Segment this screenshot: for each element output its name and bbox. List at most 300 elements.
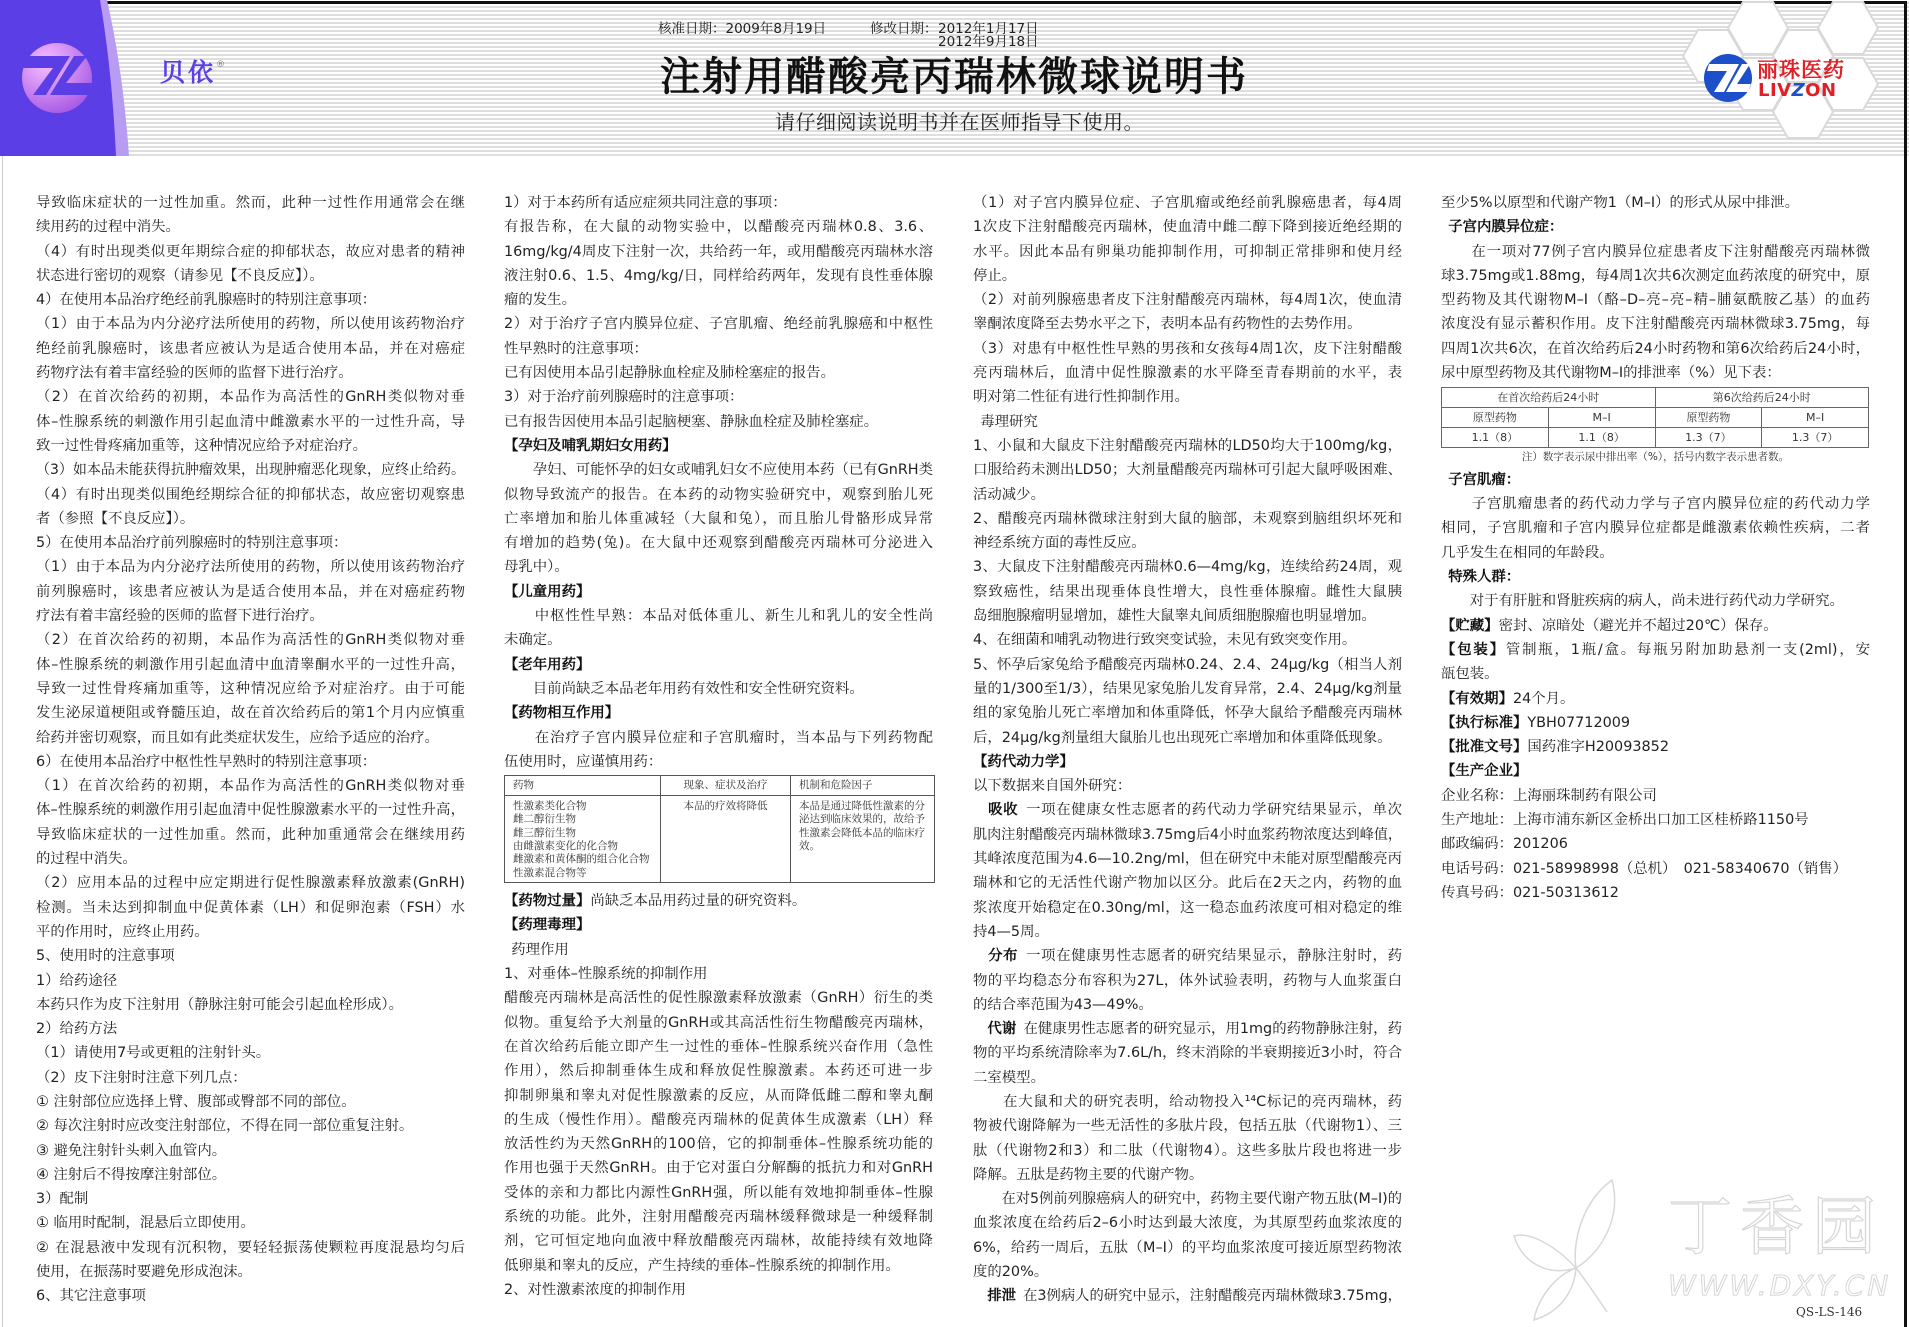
text-line-content: 密封、凉暗处（避光并不超过20℃）保存。 bbox=[1498, 617, 1778, 634]
text-line-content: 16mg/kg/4周皮下注射一次，共给药一年，或用醋酸亮丙瑞林水溶 bbox=[504, 243, 933, 260]
paragraph bbox=[1441, 191, 1870, 215]
text-line bbox=[36, 798, 465, 822]
text-line-content: ① 临用时配制，混悬后立即使用。 bbox=[36, 1215, 255, 1232]
text-line bbox=[504, 1156, 933, 1180]
text-line bbox=[504, 962, 933, 986]
text-line bbox=[973, 798, 1402, 822]
text-line bbox=[36, 604, 465, 628]
text-line-content: 在一项对77例子宫内膜异位症患者皮下注射醋酸亮丙瑞林微 bbox=[1441, 243, 1870, 260]
paragraph bbox=[973, 434, 1402, 507]
text-line bbox=[1441, 881, 1870, 905]
text-line-content: 者（参照【不良反应】）。 bbox=[36, 510, 195, 527]
text-line bbox=[504, 215, 933, 239]
paragraph bbox=[973, 774, 1402, 798]
paragraph bbox=[36, 1066, 465, 1090]
text-line bbox=[36, 896, 465, 920]
text-line bbox=[504, 1108, 933, 1132]
paragraph bbox=[1441, 881, 1870, 905]
text-line bbox=[973, 604, 1402, 628]
text-line bbox=[1441, 215, 1870, 239]
text-line bbox=[36, 1260, 465, 1284]
text-line-content: 在治疗子宫内膜异位症和子宫肌瘤时，当本品与下列药物配 bbox=[504, 729, 933, 746]
text-line bbox=[504, 986, 933, 1010]
text-line bbox=[36, 580, 465, 604]
text-line-content: 1、小鼠和大鼠皮下注射醋酸亮丙瑞林的LD50均大于100mg/kg， bbox=[973, 437, 1402, 454]
text-line-content: （4）有时出现类似围绝经期综合征的抑郁状态，故应密切观察患 bbox=[36, 486, 465, 503]
paragraph bbox=[504, 986, 933, 1278]
text-line-content: 岛细胞腺瘤明显增加，雄性大鼠睾丸间质细胞腺瘤也明显增加。 bbox=[973, 608, 1376, 625]
text-line-content: 前列腺癌时，该患者应被认为是适合使用本品，并在对癌症药物 bbox=[36, 583, 465, 600]
text-column-3 bbox=[973, 191, 1402, 1309]
text-line-content: 在3例病人的研究中显示，注射醋酸亮丙瑞林微球3.75mg， bbox=[1023, 1288, 1402, 1305]
text-line-content: 药理作用 bbox=[504, 941, 569, 958]
revision-date-label: 修改日期： bbox=[870, 21, 938, 37]
text-line-content: 1）给药途径 bbox=[36, 972, 118, 989]
text-line bbox=[36, 531, 465, 555]
text-line-content: 液注射0.6、1.5、4mg/kg/日，同样给药两年，发现有良性垂体腺 bbox=[504, 267, 933, 284]
text-line bbox=[36, 1041, 465, 1065]
text-line-content: ② 每次注射时应改变注射部位，不得在同一部位重复注射。 bbox=[36, 1118, 414, 1135]
text-line-content: 一项在健康女性志愿者的药代动力学研究结果显示，单次 bbox=[1025, 802, 1402, 819]
labeled-section bbox=[973, 944, 1402, 1017]
text-line bbox=[36, 361, 465, 385]
text-line-content: 未确定。 bbox=[504, 632, 562, 649]
paragraph bbox=[504, 312, 933, 361]
table-cell bbox=[791, 796, 935, 883]
text-line bbox=[504, 483, 933, 507]
text-line bbox=[973, 507, 1402, 531]
text-line-content: 6、其它注意事项 bbox=[36, 1288, 146, 1305]
text-line bbox=[973, 1211, 1402, 1235]
text-line-content: 导致临床症状的一过性加重。然而，此种一过性作用通常会在继 bbox=[36, 195, 465, 211]
text-line bbox=[36, 920, 465, 944]
paragraph bbox=[36, 385, 465, 458]
text-line-content: 性早熟时的注意事项： bbox=[504, 340, 648, 357]
text-line bbox=[36, 385, 465, 409]
text-line bbox=[1441, 808, 1870, 832]
table-group-header: 在首次给药后24小时 bbox=[1442, 388, 1656, 408]
paragraph bbox=[36, 1139, 465, 1163]
paragraph bbox=[36, 1187, 465, 1211]
text-line bbox=[973, 944, 1402, 968]
text-line bbox=[36, 240, 465, 264]
text-line bbox=[504, 1181, 933, 1205]
text-line bbox=[1441, 264, 1870, 288]
text-line-content: 体–性腺系统的刺激作用引起血清中促性腺激素水平的一过性升高， bbox=[36, 802, 465, 819]
text-line-content: 电话号码：021-58998998（总机） 021-58340670（销售） bbox=[1441, 860, 1848, 877]
text-line-content: 低卵巢和睾丸的反应，产生持续的垂体–性腺系统的抑制作用。 bbox=[504, 1257, 900, 1274]
labeled-section bbox=[1441, 735, 1870, 759]
text-line-content: 相同，子宫肌瘤和子宫内膜异位症都是雌激素依赖性疾病，二者 bbox=[1441, 520, 1870, 537]
text-line-content: （1）由于本品为内分泌疗法所使用的药物，所以使用该药物治疗 bbox=[36, 316, 465, 333]
text-line bbox=[973, 823, 1402, 847]
text-line bbox=[36, 1211, 465, 1235]
text-line-content: 睾酮浓度降至去势水平之下，表明本品有药物性的去势作用。 bbox=[973, 316, 1362, 333]
text-line bbox=[504, 1229, 933, 1253]
text-line-content: （1）请使用7号或更粗的注射针头。 bbox=[36, 1045, 271, 1062]
section-label: 【执行标准】 bbox=[1441, 714, 1528, 731]
labeled-section bbox=[1441, 759, 1870, 783]
document-title: 注射用醋酸亮丙瑞林微球说明书 bbox=[660, 54, 1248, 100]
text-line bbox=[973, 847, 1402, 871]
text-line bbox=[504, 1059, 933, 1083]
text-line-content: 绝经前乳腺癌时，该患者应被认为是适合使用本品，并在对癌症 bbox=[36, 340, 465, 357]
text-line-content: 降解。五肽是药物主要的代谢产物。 bbox=[973, 1166, 1204, 1183]
text-line-content: （2）应用本品的过程中应定期进行促性腺激素释放激素(GnRH) bbox=[36, 875, 465, 892]
text-line-content: 生产地址：上海市浦东新区金桥出口加工区桂桥路1150号 bbox=[1441, 812, 1809, 829]
text-line bbox=[973, 337, 1402, 361]
text-line-content: 似物导致流产的报告。在本药的动物实验研究中，观察到胎儿死 bbox=[504, 486, 933, 503]
text-line-content: 2、醋酸亮丙瑞林微球注射到大鼠的脑部，未观察到脑组织坏死和 bbox=[973, 510, 1402, 527]
text-line bbox=[1441, 687, 1870, 711]
watermark-flower-icon bbox=[1512, 1172, 1662, 1322]
text-line bbox=[973, 726, 1402, 750]
section-label: 【生产企业】 bbox=[1441, 763, 1528, 780]
text-line-content: 3）对于治疗前列腺癌时的注意事项： bbox=[504, 389, 744, 406]
paragraph bbox=[973, 653, 1402, 750]
text-line-content: 肽（代谢物2和3）和二肽（代谢物4）。这些多肽片段也将进一步 bbox=[973, 1142, 1402, 1159]
text-line bbox=[504, 1035, 933, 1059]
paragraph bbox=[973, 628, 1402, 652]
text-line bbox=[36, 726, 465, 750]
paragraph bbox=[1441, 784, 1870, 808]
text-line bbox=[36, 410, 465, 434]
table-header-cell: 药物 bbox=[505, 776, 661, 796]
labeled-section bbox=[504, 889, 933, 913]
table-header-cell: 机制和危险因子 bbox=[791, 776, 935, 796]
text-line-content: 二室模型。 bbox=[973, 1069, 1045, 1086]
table-cell bbox=[505, 796, 661, 883]
text-line bbox=[973, 434, 1402, 458]
paragraph bbox=[504, 1278, 933, 1302]
text-line bbox=[504, 750, 933, 774]
text-line bbox=[973, 969, 1402, 993]
livzon-logo-icon bbox=[1700, 50, 1756, 106]
text-line bbox=[504, 1278, 933, 1302]
text-line bbox=[973, 458, 1402, 482]
labeled-section bbox=[1441, 687, 1870, 711]
text-line-content: 传真号码：021-50313612 bbox=[1441, 884, 1619, 901]
paragraph bbox=[36, 944, 465, 968]
paragraph bbox=[36, 628, 465, 749]
registered-mark: ® bbox=[216, 60, 226, 70]
section-label: 【包装】 bbox=[1441, 641, 1506, 658]
text-line-content: 平的作用时，应终止用药。 bbox=[36, 923, 209, 940]
text-line-content: 6%，给药一周后，五肽（M–I）的平均血浆浓度可接近原型药物浓 bbox=[973, 1239, 1402, 1256]
table-value-cell: 1.3（7） bbox=[1655, 428, 1762, 448]
text-line bbox=[1441, 337, 1870, 361]
labeled-section bbox=[504, 653, 933, 677]
paragraph bbox=[36, 1114, 465, 1138]
text-line-content: 球3.75mg或1.88mg，每4周1次共6次测定血药浓度的研究中，原 bbox=[1441, 267, 1870, 284]
section-label: 【药代动力学】 bbox=[973, 753, 1074, 770]
text-line bbox=[973, 1163, 1402, 1187]
text-line-content: 停止。 bbox=[973, 267, 1017, 284]
company-name-en-part: Z bbox=[1791, 80, 1806, 101]
text-line-content: 亡率增加和胎儿体重减轻（大鼠和兔），而且胎儿骨骼形成异常 bbox=[504, 510, 933, 527]
section-label: 特殊人群： bbox=[1441, 569, 1521, 586]
text-line bbox=[973, 483, 1402, 507]
labeled-section bbox=[973, 798, 1402, 944]
text-line bbox=[1441, 191, 1870, 215]
text-line bbox=[504, 191, 933, 215]
paragraph bbox=[504, 385, 933, 409]
text-line bbox=[1441, 361, 1870, 385]
text-line bbox=[504, 410, 933, 434]
text-line bbox=[36, 750, 465, 774]
paragraph bbox=[504, 938, 933, 962]
text-line bbox=[36, 191, 465, 215]
text-line bbox=[973, 240, 1402, 264]
text-line-content: 1、对垂体–性腺系统的抑制作用 bbox=[504, 966, 708, 983]
text-line bbox=[36, 337, 465, 361]
paragraph bbox=[504, 215, 933, 312]
text-line bbox=[36, 458, 465, 482]
table-sub-header: 原型药物 bbox=[1442, 408, 1549, 428]
text-line-content: 5）在使用本品治疗前列腺癌时的特别注意事项： bbox=[36, 535, 348, 552]
text-line bbox=[973, 191, 1402, 215]
text-line-content: 续用药的过程中消失。 bbox=[36, 219, 180, 236]
text-line-content: 瓿包装。 bbox=[1441, 666, 1499, 683]
text-line-content: ② 在混悬液中发现有沉积物，要轻轻振荡使颗粒再度混悬均匀后 bbox=[36, 1239, 465, 1256]
text-line bbox=[504, 1205, 933, 1229]
paragraph bbox=[504, 726, 933, 775]
text-line bbox=[504, 1132, 933, 1156]
paragraph bbox=[36, 1090, 465, 1114]
paragraph bbox=[504, 962, 933, 986]
text-line bbox=[973, 677, 1402, 701]
table-cell bbox=[661, 796, 791, 883]
text-line-content: 尿中原型药物及其代谢物M–I的排泄率（%）见下表： bbox=[1441, 365, 1781, 382]
text-line-content: 后，24μg/kg剂量组大鼠胎儿也出现死亡率增加和体重降低现象。 bbox=[973, 729, 1392, 746]
text-line bbox=[36, 871, 465, 895]
text-line-content: 1次皮下注射醋酸亮丙瑞林，使血清中雌二醇下降到接近绝经期的 bbox=[973, 219, 1402, 236]
labeled-section bbox=[504, 580, 933, 604]
text-line bbox=[1441, 240, 1870, 264]
table-cell-line: 雌二醇衍生物 bbox=[513, 813, 576, 826]
text-line bbox=[973, 580, 1402, 604]
text-line bbox=[973, 361, 1402, 385]
text-line-content: 有增加的趋势(兔)。在大鼠中还观察到醋酸亮丙瑞林可分泌进入 bbox=[504, 535, 933, 552]
text-line-content: （2）对前列腺癌患者皮下注射醋酸亮丙瑞林，每4周1次，使血清 bbox=[973, 292, 1402, 309]
text-line-content: 体–性腺系统的刺激作用引起血清中血清睾酮水平的一过性升高， bbox=[36, 656, 465, 673]
text-line bbox=[973, 896, 1402, 920]
section-label: 【药物相互作用】 bbox=[504, 705, 620, 722]
text-line bbox=[1441, 784, 1870, 808]
text-line-content: （2）在首次给药的初期，本品作为高活性的GnRH类似物对垂 bbox=[36, 389, 465, 406]
text-line bbox=[36, 628, 465, 652]
text-line bbox=[973, 774, 1402, 798]
text-line-content: ① 注射部位应选择上臂、腹部或臀部不同的部位。 bbox=[36, 1093, 356, 1110]
labeled-section bbox=[973, 1017, 1402, 1090]
paragraph bbox=[1441, 240, 1870, 386]
drug-interaction-table bbox=[504, 775, 935, 883]
brand-name bbox=[160, 48, 225, 90]
paragraph bbox=[36, 555, 465, 628]
text-line bbox=[973, 410, 1402, 434]
paragraph bbox=[1441, 589, 1870, 613]
text-line bbox=[973, 1236, 1402, 1260]
text-line bbox=[1441, 492, 1870, 516]
text-line-content: 邮政编码：201206 bbox=[1441, 836, 1568, 853]
text-line-content: （3）对患有中枢性性早熟的男孩和女孩每4周1次，皮下注射醋酸 bbox=[973, 340, 1402, 357]
text-line-content: 至少5%以原型和代谢产物1（M–I）的形式从尿中排泄。 bbox=[1441, 195, 1800, 211]
text-line bbox=[36, 969, 465, 993]
text-line-content: ③ 避免注射针头刺入血管内。 bbox=[36, 1142, 227, 1159]
text-line bbox=[36, 1187, 465, 1211]
text-line-content: 在对5例前列腺癌病人的研究中，药物主要代谢产物五肽(M–I)的 bbox=[973, 1191, 1402, 1208]
table-cell-line: 性激素混合物等 bbox=[513, 866, 587, 879]
text-line-content: 的结合率范围为43—49%。 bbox=[973, 996, 1153, 1013]
section-label: 吸收 bbox=[973, 802, 1026, 819]
text-line-content: 2、对性激素浓度的抑制作用 bbox=[504, 1281, 686, 1298]
paragraph bbox=[36, 531, 465, 555]
text-line bbox=[1441, 759, 1870, 783]
text-line-content: 系统的功能。此外，注射用醋酸亮丙瑞林缓释微球是一种缓释制 bbox=[504, 1208, 933, 1225]
labeled-section bbox=[504, 701, 933, 725]
section-label: 【孕妇及哺乳期妇女用药】 bbox=[504, 437, 677, 454]
text-line-content: 受体的亲和力都比内源性GnRH强，所以能有效地抑制垂体–性腺 bbox=[504, 1184, 933, 1201]
text-line bbox=[973, 385, 1402, 409]
text-line bbox=[504, 312, 933, 336]
paragraph bbox=[973, 410, 1402, 434]
table-group-header: 第6次给药后24小时 bbox=[1655, 388, 1869, 408]
text-line bbox=[1441, 832, 1870, 856]
text-line bbox=[504, 701, 933, 725]
text-line-content: 活动减少。 bbox=[973, 486, 1045, 503]
table-value-cell: 1.1（8） bbox=[1442, 428, 1549, 448]
text-line-content: 尚缺乏本品用药过量的研究资料。 bbox=[590, 893, 807, 910]
section-label: 【儿童用药】 bbox=[504, 583, 591, 600]
text-line bbox=[1441, 662, 1870, 686]
text-line bbox=[504, 938, 933, 962]
labeled-section bbox=[504, 913, 933, 937]
paragraph bbox=[36, 1236, 465, 1285]
text-line-content: 水平。因此本品有卵巢功能抑制作用，可抑制正常排卵和使月经 bbox=[973, 243, 1402, 260]
paragraph bbox=[504, 191, 933, 215]
text-line-content: 给药并密切观察，而且如有此类症状发生，应给予适应的治疗。 bbox=[36, 729, 439, 746]
table-cell-line: 性激素类化合物 bbox=[513, 800, 587, 813]
text-line bbox=[504, 889, 933, 913]
text-line-content: 企业名称：上海丽珠制药有限公司 bbox=[1441, 787, 1657, 804]
text-line-content: 4）在使用本品治疗绝经前乳腺癌时的特别注意事项： bbox=[36, 292, 377, 309]
text-line bbox=[1441, 614, 1870, 638]
paragraph bbox=[36, 312, 465, 385]
text-line bbox=[36, 823, 465, 847]
text-line bbox=[36, 312, 465, 336]
text-line-content: 在健康男性志愿者的研究显示，用1mg的药物静脉注射，药 bbox=[1023, 1021, 1402, 1038]
text-line bbox=[504, 361, 933, 385]
document-subtitle: 请仔细阅读说明书并在医师指导下使用。 bbox=[775, 110, 1144, 134]
text-line-content: 以下数据来自国外研究： bbox=[973, 778, 1132, 795]
text-line-content: 口服给药未测出LD50；大剂量醋酸亮丙瑞林可引起大鼠呼吸困难、 bbox=[973, 462, 1402, 479]
paragraph bbox=[36, 191, 465, 240]
text-line-content: 1）对于本药所有适应症须共同注意的事项： bbox=[504, 195, 787, 211]
text-line-content: 目前尚缺乏本品老年用药有效性和安全性研究资料。 bbox=[504, 680, 864, 697]
paragraph bbox=[973, 1187, 1402, 1284]
text-line bbox=[504, 913, 933, 937]
text-line bbox=[36, 1236, 465, 1260]
text-line-content: 5、怀孕后家兔给予醋酸亮丙瑞林0.24、2.4、24μg/kg（相当人剂 bbox=[973, 656, 1402, 673]
text-line-content: （1）由于本品为内分泌疗法所使用的药物，所以使用该药物治疗 bbox=[36, 559, 465, 576]
text-line-content: 2）给药方法 bbox=[36, 1021, 118, 1038]
text-line bbox=[973, 555, 1402, 579]
text-line bbox=[36, 1066, 465, 1090]
paragraph bbox=[36, 993, 465, 1017]
text-line-content: 在大鼠和犬的研究表明，给动物投入¹⁴C标记的亮丙瑞林，药 bbox=[973, 1093, 1402, 1110]
section-label: 【药理毒理】 bbox=[504, 917, 591, 934]
table-cell-line: 效。 bbox=[799, 840, 820, 853]
text-line-content: 毒理研究 bbox=[973, 413, 1038, 430]
text-line-content: 醋酸亮丙瑞林是高活性的促性腺激素释放激素（GnRH）衍生的类 bbox=[504, 990, 933, 1007]
text-line bbox=[1441, 468, 1870, 492]
text-line bbox=[1441, 711, 1870, 735]
text-line bbox=[36, 264, 465, 288]
text-line-content: 中枢性性早熟：本品对低体重儿、新生儿和乳儿的安全性尚 bbox=[504, 608, 933, 625]
paragraph bbox=[36, 750, 465, 774]
text-line bbox=[1441, 735, 1870, 759]
text-line bbox=[973, 1114, 1402, 1138]
text-line bbox=[36, 507, 465, 531]
table-cell-line: 性激素会降低本品的临床疗 bbox=[799, 826, 925, 839]
text-line-content: （2）在首次给药的初期，本品作为高活性的GnRH类似物对垂 bbox=[36, 632, 465, 649]
text-line bbox=[1441, 541, 1870, 565]
table-sub-header: 原型药物 bbox=[1655, 408, 1762, 428]
text-line-content: 度的20%。 bbox=[973, 1264, 1049, 1281]
paragraph bbox=[36, 458, 465, 482]
section-label: 【贮藏】 bbox=[1441, 617, 1499, 634]
text-line-content: 作用），然后抑制垂体生成和释放促性腺激素。本药还可进一步 bbox=[504, 1063, 933, 1080]
text-line bbox=[36, 847, 465, 871]
text-line-content: YBH07712009 bbox=[1527, 714, 1631, 731]
paragraph bbox=[36, 774, 465, 871]
text-line-content: 导致一过性骨疼痛加重等，这种情况应给予对症治疗。由于可能 bbox=[36, 680, 465, 697]
labeled-section bbox=[1441, 638, 1870, 687]
text-line bbox=[973, 750, 1402, 774]
text-line bbox=[36, 555, 465, 579]
text-line bbox=[1441, 565, 1870, 589]
section-label: 分布 bbox=[973, 948, 1026, 965]
text-line-content: 疗法有着丰富经验的医师的监督下进行治疗。 bbox=[36, 608, 324, 625]
text-line bbox=[973, 1041, 1402, 1065]
paragraph bbox=[36, 1041, 465, 1065]
paragraph bbox=[973, 507, 1402, 556]
paragraph bbox=[973, 555, 1402, 628]
text-line-content: 3）配制 bbox=[36, 1191, 89, 1208]
page-frame-left bbox=[2, 156, 3, 1327]
text-line bbox=[973, 871, 1402, 895]
text-line-content: 本药只作为皮下注射用（静脉注射可能会引起血栓形成）。 bbox=[36, 996, 403, 1013]
text-line bbox=[1441, 857, 1870, 881]
text-line-content: 亮丙瑞林后，血清中促性腺激素的水平降至青春期前的水平，表 bbox=[973, 365, 1402, 382]
text-line bbox=[973, 264, 1402, 288]
table-header-cell: 现象、症状及治疗 bbox=[661, 776, 791, 796]
text-line-content: 抑制卵巢和睾丸对促性腺激素的反应，从而降低雌二醇和睾丸酮 bbox=[504, 1087, 933, 1104]
text-line bbox=[973, 1139, 1402, 1163]
paragraph bbox=[36, 969, 465, 993]
text-line-content: 其峰浓度范围为4.6—10.2ng/ml，但在研究中未能对原型醋酸亮丙 bbox=[973, 851, 1402, 868]
paragraph bbox=[36, 288, 465, 312]
text-line-content: 的生成（慢性作用）。醋酸亮丙瑞林的促黄体生成激素（LH）释 bbox=[504, 1111, 933, 1128]
table-value-cell: 1.1（8） bbox=[1548, 428, 1655, 448]
text-line bbox=[504, 385, 933, 409]
text-line-content: 肌肉注射醋酸亮丙瑞林微球3.75mg后4小时血浆药物浓度达到峰值， bbox=[973, 826, 1402, 843]
text-line bbox=[973, 1090, 1402, 1114]
text-line-content: 4、在细菌和哺乳动物进行致突变试验，未见有致突变作用。 bbox=[973, 632, 1357, 649]
text-line bbox=[36, 434, 465, 458]
table-cell-line: 雌三醇衍生物 bbox=[513, 826, 576, 839]
section-label: 【老年用药】 bbox=[504, 656, 591, 673]
